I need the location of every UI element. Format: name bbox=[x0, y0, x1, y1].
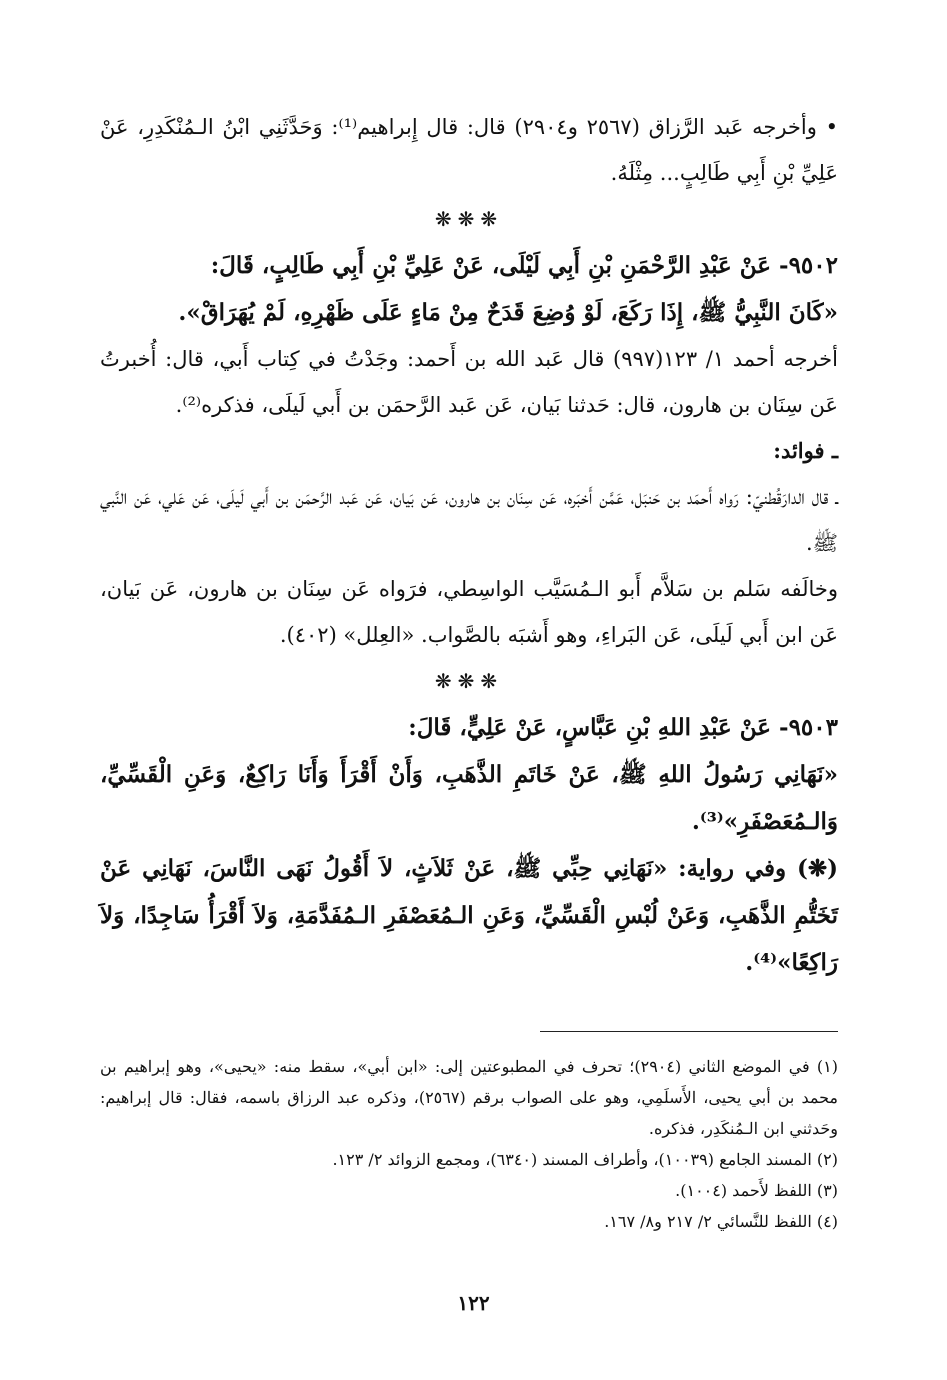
main-text bbox=[100, 104, 838, 986]
hadith-9502-isnad: ٩٥٠٢- عَنْ عَبْدِ الرَّحْمَنِ بْنِ أَبِي لَيْلَى، عَنْ عَلِيِّ بْنِ أَبِي طَالِبٍ، قَالَ: bbox=[210, 252, 838, 279]
section-separator: ❋❋❋ bbox=[434, 669, 504, 693]
fawaid-daraqutni: ـ قال الدارَقُطنيّ: رَواه أَحمَد بن حَنبَل، عَمَّن أَخبَره، عَن سِنَان بن هارون، عَن بَيان، عَن عَبد الرَّحمَن بن أَبي لَيلَى، عَن عَلي، عَن النَّبي ﷺ. bbox=[100, 485, 838, 555]
footnote-1: (١) في الموضع الثاني (٢٩٠٤)؛ تحرف في المطبوعتين إلى: «ابن أبي»، سقط منه: «يحيى»، وهو إبراهيم بن محمد بن أبي يحيى، الأَسلَمِي، وهو على الصواب برقم (٢٥٦٧)، وذكره عبد الرزاق باسمه، فقال: قال إبراهيم: وحَدثني ابن الـمُنكَدِر، فذكره. bbox=[100, 1057, 839, 1138]
fawaid-khilaf: وخالَفه سَلم بن سَلاَّم أَبو الـمُسَيَّب الواسِطي، فرَواه عَن سِنَان بن هارون، عَن بَيان، عَن ابن أَبي لَيلَى، عَن البَراءِ، وهو أَشبَه بالصَّواب. «العِلل» (٤٠٢). bbox=[100, 577, 838, 647]
footnote-4: (٤) اللفظ للنَّسائي ٢/ ٢١٧ و٨/ ١٦٧. bbox=[604, 1212, 838, 1231]
footnotes bbox=[100, 1051, 838, 1237]
hadith-9503-matn: «نَهَانِي رَسُولُ اللهِ ﷺ، عَنْ خَاتَمِ الذَّهَبِ، وَأَنْ أَقْرَأَ وَأَنَا رَاكِعٌ، وَعَنِ الْقَسِّيِّ، وَالـمُعَصْفَرِ»⁽³⁾. bbox=[100, 761, 838, 835]
hadith-9503-riwaya: (❋) وفي رواية: «نَهَانِي حِبِّي ﷺ، عَنْ ثَلاَثٍ، لاَ أَقُولُ نَهَى النَّاسَ، نَهَانِي عَنْ تَخَتُّمِ الذَّهَبِ، وَعَنْ لُبْسِ الْقَسِّيِّ، وَعَنِ الـمُعَصْفَرِ الـمُفَدَّمَةِ، وَلاَ أَقْرَأُ سَاجِدًا، وَلاَ رَاكِعًا»⁽⁴⁾. bbox=[100, 855, 838, 976]
hadith-9503-isnad: ٩٥٠٣- عَنْ عَبْدِ اللهِ بْنِ عَبَّاسٍ، عَنْ عَلِيٍّ، قَالَ: bbox=[408, 714, 838, 741]
footnote-3: (٣) اللفظ لأَحمد (١٠٠٤). bbox=[675, 1181, 838, 1200]
footnote-2: (٢) المسند الجامع (١٠٠٣٩)، وأطراف المسند (٦٣٤٠)، ومجمع الزوائد ٢/ ١٢٣. bbox=[332, 1150, 838, 1169]
footnote-divider bbox=[540, 1031, 838, 1032]
takhrij-abdurrazzaq: • وأخرجه عَبد الرَّزاق (٢٥٦٧ و٢٩٠٤) قال: قال إِبراهيم⁽¹⁾: وَحَدَّثَنِي ابْنُ الـمُنْكَدِرِ، عَنْ عَلِيِّ بْنِ أَبِي طَالِبٍ... مِثْلَهُ. bbox=[100, 115, 838, 185]
hadith-9502-takhrij: أخرجه أحمد ١/ ١٢٣(٩٩٧) قال عَبد الله بن أَحمد: وجَدْتُ في كِتاب أَبي، قال: أُخبرتُ عَن سِنَان بن هارون، قال: حَدثنا بَيان، عَن عَبد الرَّحمَن بن أَبي لَيلَى، فذكره⁽²⁾. bbox=[100, 347, 838, 417]
page-number: ١٢٢ bbox=[457, 1291, 490, 1315]
section-separator: ❋❋❋ bbox=[434, 207, 504, 231]
hadith-9502-matn: «كَانَ النَّبِيُّ ﷺ، إِذَا رَكَعَ، لَوْ وُضِعَ قَدَحٌ مِنْ مَاءٍ عَلَى ظَهْرِهِ، لَمْ يُهَرَاقْ». bbox=[178, 299, 838, 326]
fawaid-heading: ـ فوائد: bbox=[773, 438, 838, 463]
